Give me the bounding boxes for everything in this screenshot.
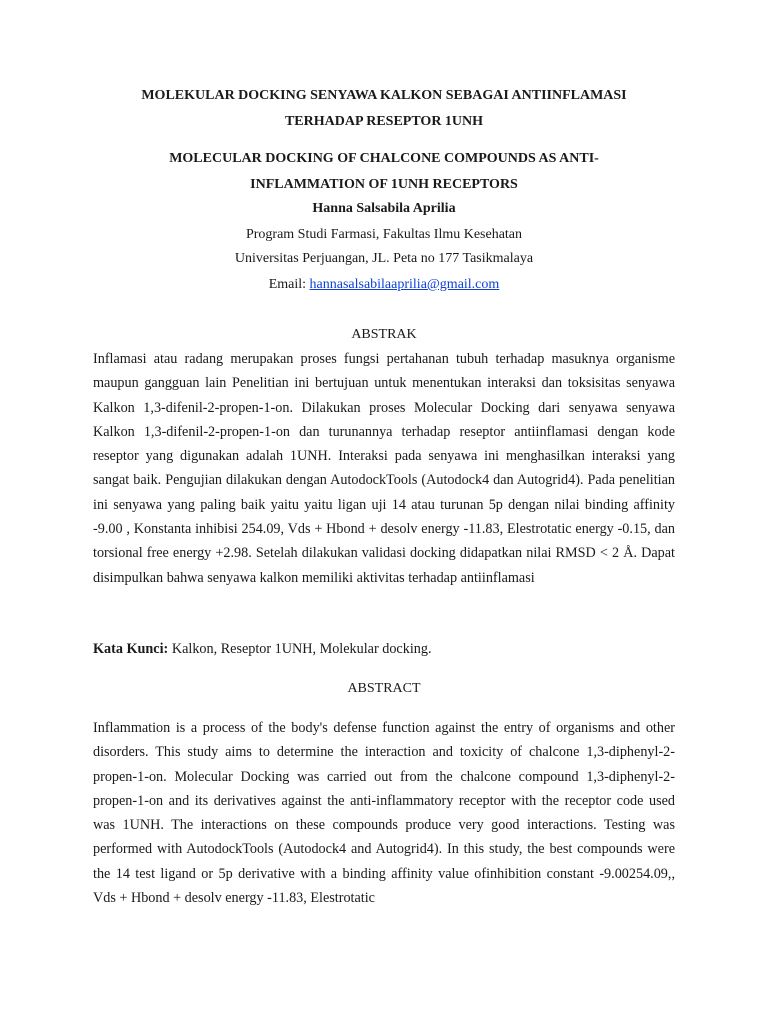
keywords-text: Kalkon, Reseptor 1UNH, Molekular docking. <box>168 641 432 657</box>
title-id-line2: TERHADAP RESEPTOR 1UNH <box>284 114 484 129</box>
abstract-heading: ABSTRACT <box>347 681 421 696</box>
author-name: Hanna Salsabila Aprilia <box>312 201 456 216</box>
abstrak-body: Inflamasi atau radang merupakan proses fungsi pertahanan tubuh terhadap masuknya organisme maupun gangguan lain Penelitian ini bertujuan untuk menentukan interaksi dan toksisitas senyawa Kalkon 1,3-difenil-2-propen-1-on. Dilakukan proses Molecular Docking dari senyawa senyawa Kalkon 1,3-difenil-2-propen-1-on dan turunannya terhadap reseptor antiinflamasi dengan kode reseptor yang digunakan adalah 1UNH. Interaksi pada senyawa ini menghasilkan interaksi yang sangat baik. Pengujian dilakukan dengan AutodockTools (Autodock4 dan Autogrid4). Pada penelitian ini senyawa yang paling baik yaitu yaitu ligan uji 14 atau turunan 5p dengan nilai binding affinity -9.00 , Konstanta inhibisi 254.09, Vds + Hbond + desolv energy -11.83, Elestrotatic energy -0.15, dan torsional free energy +2.98. Setelah dilakukan validasi docking didapatkan nilai RMSD < 2 Å. Dapat disimpulkan bahwa senyawa kalkon memiliki aktivitas terhadap antiinflamasi <box>93 351 675 586</box>
affiliation-line1: Program Studi Farmasi, Fakultas Ilmu Kesehatan <box>245 227 523 242</box>
affiliation-line2: Universitas Perjuangan, JL. Peta no 177 Tasikmalaya <box>234 251 534 266</box>
title-en-line1: MOLECULAR DOCKING OF CHALCONE COMPOUNDS AS ANTI- <box>169 151 599 166</box>
keywords-line <box>93 641 675 658</box>
abstrak-heading: ABSTRAK <box>351 327 417 342</box>
email-link[interactable]: hannasalsabilaaprilia@gmail.com <box>309 277 500 292</box>
abstract-body: Inflammation is a process of the body's defense function against the entry of organisms and other disorders. This study aims to determine the interaction and toxicity of chalcone 1,3-diphenyl-2-propen-1-on. Molecular Docking was carried out from the chalcone compound 1,3-diphenyl-2-propen-1-on and its derivatives against the anti-inflammatory receptor with the receptor code used was 1UNH. The interactions on these compounds produce very good interactions. Testing was performed with AutodockTools (Autodock4 and Autogrid4). In this study, the best compounds were the 14 test ligand or 5p derivative with a binding affinity value ofinhibition constant -9.00254.09,, Vds + Hbond + desolv energy -11.83, Elestrotatic <box>93 720 675 907</box>
email-label: Email: <box>268 277 310 292</box>
title-en-line2: INFLAMMATION OF 1UNH RECEPTORS <box>250 177 518 192</box>
keywords-label: Kata Kunci: <box>93 641 169 657</box>
email-line <box>0 277 768 293</box>
title-id-line1: MOLEKULAR DOCKING SENYAWA KALKON SEBAGAI ANTIINFLAMASI <box>141 88 627 103</box>
